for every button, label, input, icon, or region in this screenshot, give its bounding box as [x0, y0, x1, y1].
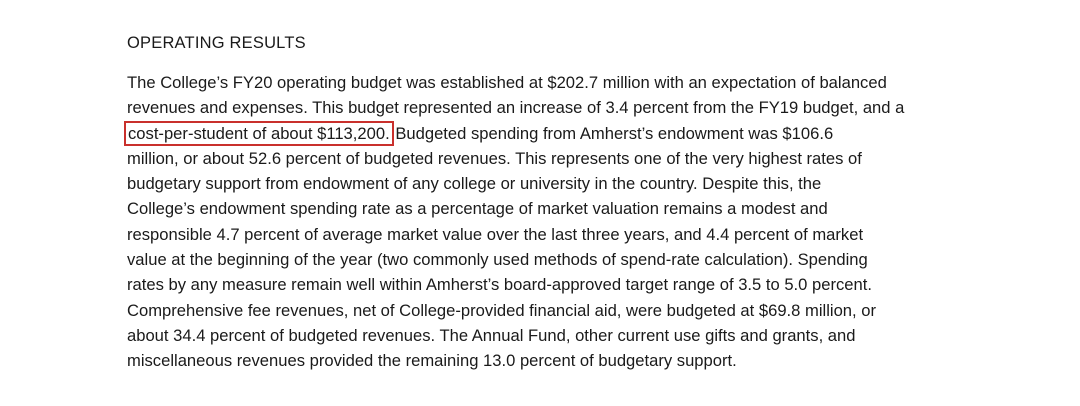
paragraph-line-2: revenues and expenses. This budget represented an increase of 3.4 percent from the FY19 budget, and a — [127, 98, 905, 118]
paragraph-line-8: value at the beginning of the year (two commonly used methods of spend-rate calculation). Spending — [127, 250, 868, 270]
paragraph-line-3 — [127, 121, 967, 146]
document-page — [127, 32, 967, 374]
paragraph-line-10: Comprehensive fee revenues, net of College-provided financial aid, were budgeted at $69.8 million, or — [127, 300, 877, 320]
paragraph-line-6: College’s endowment spending rate as a percentage of market valuation remains a modest and — [127, 199, 828, 219]
paragraph-line-1: The College’s FY20 operating budget was established at $202.7 million with an expectation of balanced — [127, 73, 887, 92]
paragraph-line-11: about 34.4 percent of budgeted revenues. The Annual Fund, other current use gifts and grants, and — [127, 325, 856, 345]
highlighted-cost-per-student: cost-per-student of about $113,200. — [128, 123, 390, 143]
section-heading: OPERATING RESULTS — [127, 34, 306, 52]
paragraph-line-12: miscellaneous revenues provided the remaining 13.0 percent of budgetary support. — [127, 351, 737, 371]
paragraph-line-5: budgetary support from endowment of any college or university in the country. Despite this, the — [127, 174, 822, 194]
paragraph-line-9: rates by any measure remain well within Amherst’s board-approved target range of 3.5 to 5.0 percent. — [127, 275, 872, 295]
paragraph-line-4: million, or about 52.6 percent of budgeted revenues. This represents one of the very highest rates of — [127, 148, 862, 168]
operating-results-paragraph — [127, 70, 967, 374]
paragraph-line-7: responsible 4.7 percent of average market value over the last three years, and 4.4 percent of market — [127, 224, 864, 244]
paragraph-line-3-rest: Budgeted spending from Amherst’s endowment was $106.6 — [395, 123, 834, 143]
